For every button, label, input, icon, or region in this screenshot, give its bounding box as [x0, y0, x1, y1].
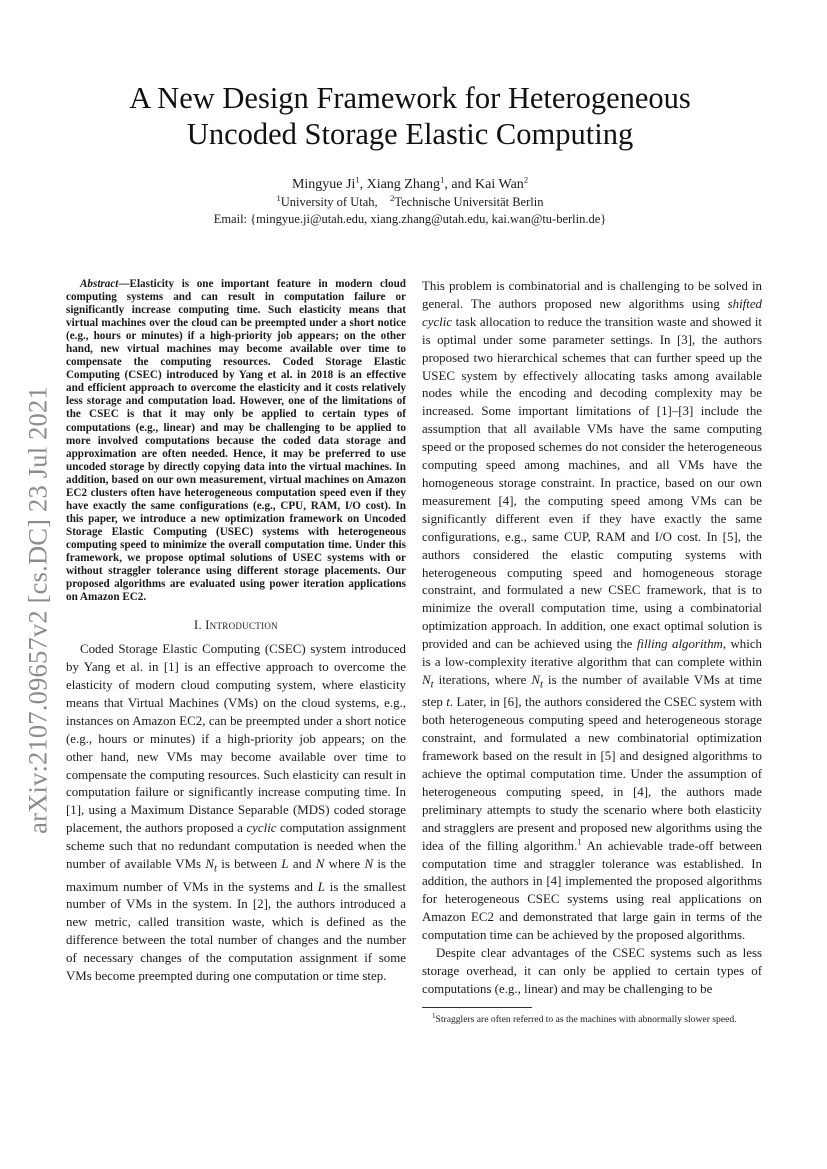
paper-title: [70, 80, 750, 152]
math-symbol: N: [531, 672, 540, 687]
section-title: Introduction: [205, 618, 278, 633]
paragraph-text: task allocation to reduce the transition waste and showed it is optimal under some parameter settings. In [3], the authors proposed two hierarchical schemes that can further speed up the USEC system by effectively allocating tasks among available nodes while the encoding and decoding complexity may be increased. Some important limitations of [1]–[3] include the assumption that all available VMs have the same computing speed or the proposed schemes do not consider the heterogeneous computing speed among machines, and all VMs have the homogeneous storage constraint. In practice, based on our own measurement [4], the computing speed among VMs can be significantly different even if they have exactly the same configurations, e.g., same CUP, RAM and I/O cost. In [5], the authors considered the elastic computing systems with heterogeneous computing speed and homogeneous storage constraint, and formulated a new CSEC framework, that is to minimize the overall computation time, using a combinatorial optimization approach. In addition, one exact optimal solution is provided and can be achieved using the: [422, 314, 762, 652]
math-subscript: t: [213, 862, 217, 875]
paragraph-text: is the smallest number of VMs in the system. In [2], the authors introduced a new metric, called transition waste, which is defined as the difference between the total number of changes and the number of necessary changes of the computation assignment if some VMs become preempted during one computation or time step.: [66, 879, 407, 984]
paper-title-line-2: Uncoded Storage Elastic Computing: [186, 117, 634, 151]
footnote-divider: [422, 1007, 532, 1008]
footnote-text: Stragglers are often referred to as the machines with abnormally slower speed.: [435, 1013, 737, 1025]
affiliation-marker: 1: [355, 174, 360, 185]
abstract-text: Elasticity is one important feature in modern cloud computing systems and can result in computation failure or significantly increase computing time. Such elasticity means that virtual machines over the cloud can be preempted under a short notice (e.g., hours or minutes) if a high-priority job appears; on the other hand, new virtual machines may become available over time to compensate the computing resources. Coded Storage Elastic Computing (CSEC) introduced by Yang et al. in 2018 is an effective and efficient approach to overcome the elasticity and it costs relatively less storage and computation load. However, one of the limitations of the CSEC is that it may only be applied to certain types of computations (e.g., linear) and may be challenging to be applied to more involved computations because the coded data storage and approximation are often needed. Hence, it may be preferred to use uncoded storage by directly copying data into the virtual machines. In addition, based on our own measurement, virtual machines on Amazon EC2 clusters often have heterogeneous computation speed even if they have exactly the same configurations (e.g., CPU, RAM, I/O cost). In this paper, we introduce a new optimization framework on Uncoded Storage Elastic Computing (USEC) systems with heterogeneous computing speed to minimize the overall computation time. Under this framework, we propose optimal solutions of USEC systems with or without straggler tolerance using different storage placements. Our proposed algorithms are evaluated using power iteration applications on Amazon EC2.: [66, 278, 406, 604]
abstract-label: Abstract: [80, 278, 119, 290]
paragraph-text: . Later, in [6], the authors considered the CSEC system with both heterogeneous computing speed and heterogeneous storage constraint, and formulated a new combinatorial optimization framework based on the result in [5] and designed algorithms to achieve the optimal computation time. Under the assumption of heterogeneous computing speed, in [4], the authors made preliminary attempts to study the scenario where both elasticity and stragglers are present and proposed new algorithms using the idea of the filling algorithm.: [422, 695, 762, 853]
affiliation-name: Technische Universität Berlin: [394, 195, 544, 209]
section-heading: [66, 617, 406, 633]
footnote: [422, 1011, 762, 1026]
arxiv-identifier: [18, 370, 58, 850]
footnote-marker: 1: [577, 836, 582, 847]
author-name: Xiang Zhang: [366, 177, 441, 192]
math-subscript: t: [430, 678, 434, 691]
italic-term: cyclic: [246, 821, 277, 836]
footnote-marker: 1: [432, 1011, 436, 1020]
paragraph-text: computation assignment scheme such that no redundant computation is needed when the number of available VMs: [66, 821, 406, 872]
affiliation-name: University of Utah,: [280, 195, 378, 209]
author-name: Kai Wan: [475, 177, 524, 192]
paragraph-text: , which is a low-complexity iterative algorithm that can complete within: [422, 637, 763, 670]
math-symbol: t: [446, 695, 450, 710]
author-name: Mingyue Ji: [291, 177, 356, 192]
math-symbol: N: [205, 857, 214, 872]
author-separator: ,: [359, 177, 367, 192]
math-symbol: L: [317, 879, 325, 894]
italic-term: shifted cyclic: [422, 296, 762, 329]
affiliation-marker: 1: [440, 174, 445, 185]
left-column: [66, 278, 406, 986]
paragraph-text: iterations, where: [433, 672, 532, 687]
paper-title-line-1: A New Design Framework for Heterogeneous: [129, 81, 691, 115]
paragraph: Despite clear advantages of the CSEC systems such as less storage overhead, it can only be applied to certain types of computations (e.g., linear) and may be challenging to be: [422, 946, 762, 996]
right-column: [422, 278, 762, 1026]
italic-term: filling algorithm: [636, 637, 723, 652]
paragraph-text: is the maximum number of VMs in the systems and: [66, 857, 406, 894]
paragraph-text: Coded Storage Elastic Computing (CSEC) system introduced by Yang et al. in [1] is an effective approach to overcome the elasticity of modern cloud computing system, where elasticity means that Virtual Machines (VMs) on the cloud systems, e.g., instances on Amazon EC2, can be preempted under a short notice (e.g., hours or minutes) if a high-priority job appears; on the other hand, new VMs may become available over time to compensate the computing resources. Such elasticity can result in computation failure or significantly increase computing time. In [1], using a Maximum Distance Separable (MDS) coded storage placement, the authors proposed a: [66, 642, 406, 836]
affiliation-marker: 1: [276, 192, 281, 203]
math-symbol: N: [315, 857, 325, 872]
math-symbol: N: [364, 857, 374, 872]
abstract-dash: —: [118, 278, 130, 290]
arxiv-identifier-text: arXiv:2107.09657v2 [cs.DC] 23 Jul 2021: [22, 386, 53, 834]
paragraph-text: An achievable trade-off between computation time and straggler tolerance was established. In addition, the authors in [4] implemented the proposed algorithms for heterogeneous CSEC systems using real applications on Amazon EC2 and demonstrated that large gain in terms of the computation time can be achieved by the proposed algorithms.: [422, 838, 763, 943]
affiliations: [70, 194, 750, 210]
author-list: [70, 176, 750, 194]
math-symbol: N: [422, 672, 431, 687]
paragraph: [66, 641, 406, 986]
paragraph-text: is between: [216, 857, 282, 872]
paragraph-text: is the number of available VMs at time step: [422, 672, 762, 710]
paragraph-text: where: [324, 857, 365, 872]
affiliation-marker: 2: [390, 192, 395, 203]
math-symbol: L: [281, 857, 289, 872]
email-line: Email: {mingyue.ji@utah.edu, xiang.zhang@utah.edu, kai.wan@tu-berlin.de}: [213, 212, 607, 226]
paragraph-text: This problem is combinatorial and is challenging to be solved in general. The authors proposed new algorithms using: [422, 279, 762, 311]
math-subscript: t: [540, 678, 543, 691]
abstract: [66, 278, 406, 604]
affiliation-marker: 2: [523, 174, 529, 185]
author-separator: , and: [444, 177, 476, 192]
paragraph: [422, 278, 762, 945]
section-number: I.: [194, 618, 206, 633]
paragraph-text: and: [288, 857, 316, 872]
